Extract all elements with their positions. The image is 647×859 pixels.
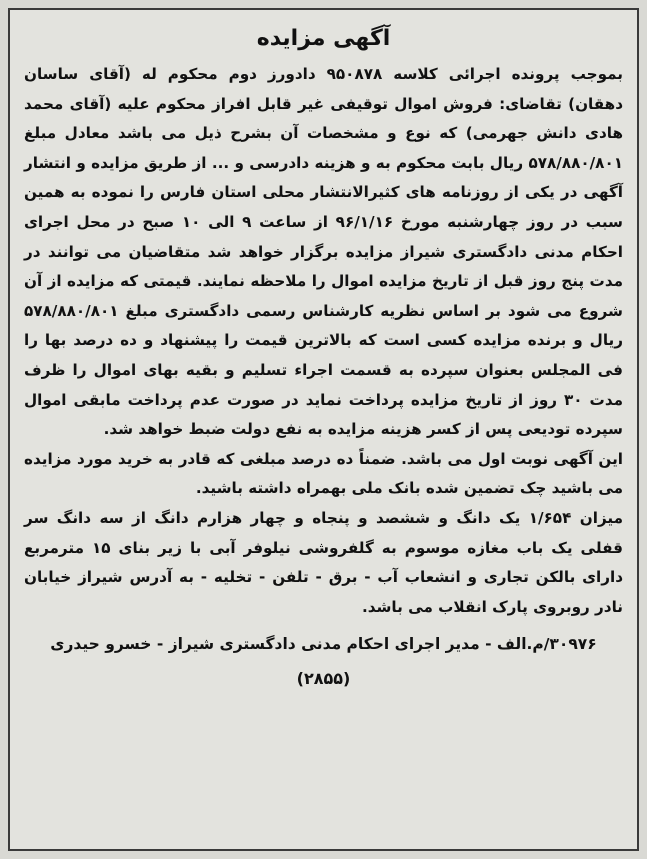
notice-code: (۲۸۵۵) — [296, 669, 351, 689]
notice-paragraph-property: میزان ۱/۶۵۴ یک دانگ و ششصد و پنجاه و چهار هزارم دانگ از سه دانگ سر قفلی یک باب مغازه موسوم به گلفروشی نیلوفر آبی با زیر بنای ۱۵ مترمربع دارای بالکن تجاری و انشعاب آب - برق - تلفن - تخلیه - به آدرس شیراز خیابان نادر روبروی پارک انقلاب می باشد. — [24, 508, 623, 616]
notice-signature: ۳۰۹۷۶/م.الف - مدیر اجرای احکام مدنی دادگستری شیراز - خسرو حیدری — [50, 635, 597, 654]
notice-title: آگهی مزایده — [256, 26, 391, 51]
notice-paragraph-main: بموجب پرونده اجرائی کلاسه ۹۵۰۸۷۸ دادورز دوم محکوم له (آقای ساسان دهقان) تقاضای: فروش اموال توقیفی غیر قابل افراز محکوم علیه (آقای محمد هادی دانش جهرمی) که نوع و مشخصات آن بشرح ذیل می باشد معادل مبلغ ۵۷۸/۸۸۰/۸۰۱ ریال بابت محکوم به و هزینه دادرسی و ... از طریق مزایده و انتشار آگهی در یکی از روزنامه های کثیرالانتشار محلی استان فارس را نموده به همین سبب در روز چهارشنبه مورخ ۹۶/۱/۱۶ از ساعت ۹ الی ۱۰ صبح در محل اجرای احکام مدنی دادگستری شیراز مزایده برگزار خواهد شد متقاضیان می توانند در مدت پنج روز قبل از تاریخ مزایده اموال را ملاحظه نمایند. قیمتی که مزایده از آن شروع می شود بر اساس نظریه کارشناس رسمی دادگستری مبلغ ۵۷۸/۸۸۰/۸۰۱ ریال و برنده مزایده کسی است که بالاترین قیمت را پیشنهاد و ده درصد بها را فی المجلس بعنوان سپرده به قسمت اجراء تسلیم و بقیه بهای اموال را ظرف مدت ۳۰ روز از تاریخ مزایده پرداخت نماید در صورت عدم پرداخت مابقی اموال سپرده تودیعی پس از کسر هزینه مزایده به نفع دولت ضبط خواهد شد. — [24, 65, 624, 439]
notice-paragraph-first-turn: این آگهی نوبت اول می باشد. ضمناً ده درصد مبلغی که قادر به خرید مورد مزایده می باشید چک تضمین شده بانک ملی بهمراه داشته باشید. — [24, 449, 623, 498]
auction-notice — [8, 8, 639, 851]
